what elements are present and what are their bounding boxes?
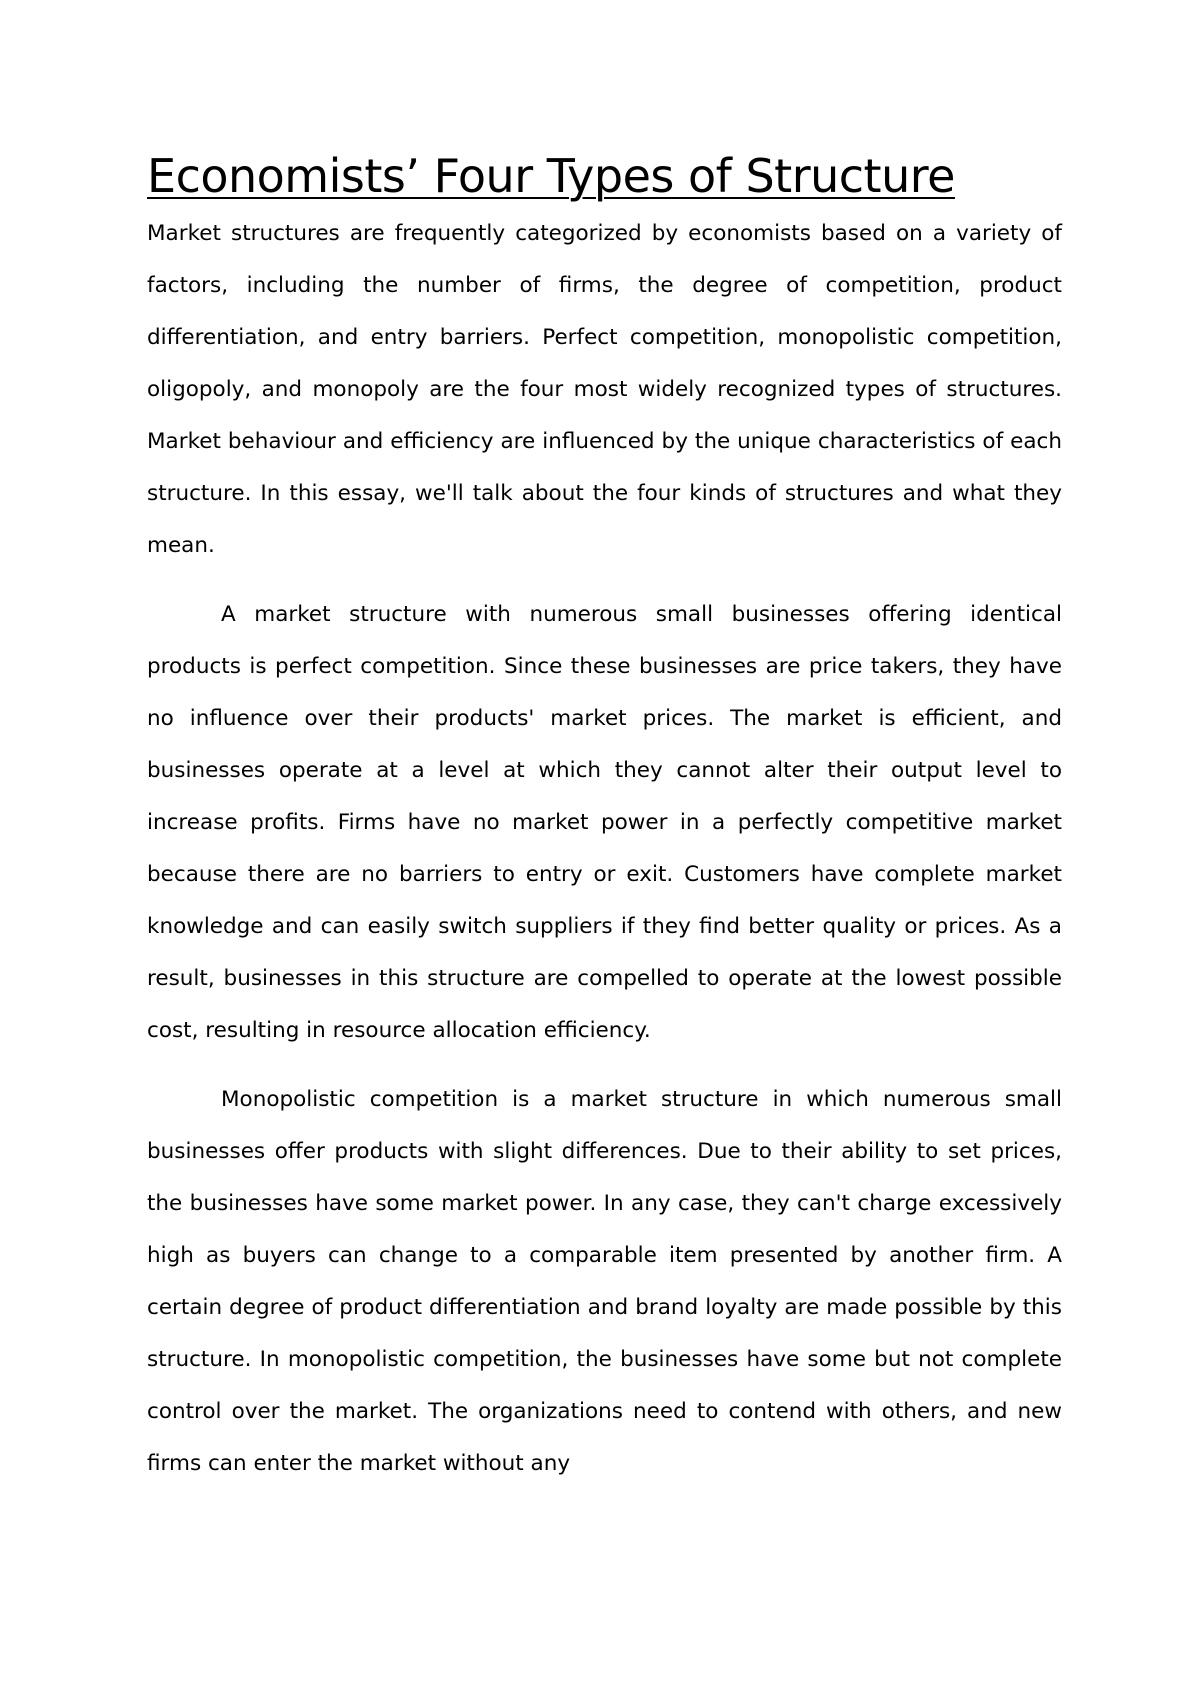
paragraph-introduction: Market structures are frequently categorized by economists based on a variety of factors, including the number of firms, the degree of competition, product differentiation, and entry barriers. Perfect competition, monopolistic competition, oligopoly, and monopoly are the four most widely recognized types of structures. Market behaviour and efficiency are influenced by the unique characteristics of each structure. In this essay, we'll talk about the four kinds of structures and what they mean. <box>147 221 1062 558</box>
document-body <box>147 146 1062 1594</box>
paragraph-monopolistic-competition: Monopolistic competition is a market structure in which numerous small businesses offer products with slight differences. Due to their ability to set prices, the businesses have some market power. In any case, they can't charge excessively high as buyers can change to a comparable item presented by another firm. A certain degree of product differentiation and brand loyalty are made possible by this structure. In monopolistic competition, the businesses have some but not complete control over the market. The organizations need to contend with others, and new firms can enter the market without any <box>147 1087 1062 1476</box>
document-title: Economists’ Four Types of Structure <box>147 149 955 203</box>
paragraph-perfect-competition: A market structure with numerous small businesses offering identical products is perfect competition. Since these businesses are price takers, they have no influence over their products' market prices. The market is efficient, and businesses operate at a level at which they cannot alter their output level to increase profits. Firms have no market power in a perfectly competitive market because there are no barriers to entry or exit. Customers have complete market knowledge and can easily switch suppliers if they find better quality or prices. As a result, businesses in this structure are compelled to operate at the lowest possible cost, resulting in resource allocation efficiency. <box>147 602 1062 1043</box>
